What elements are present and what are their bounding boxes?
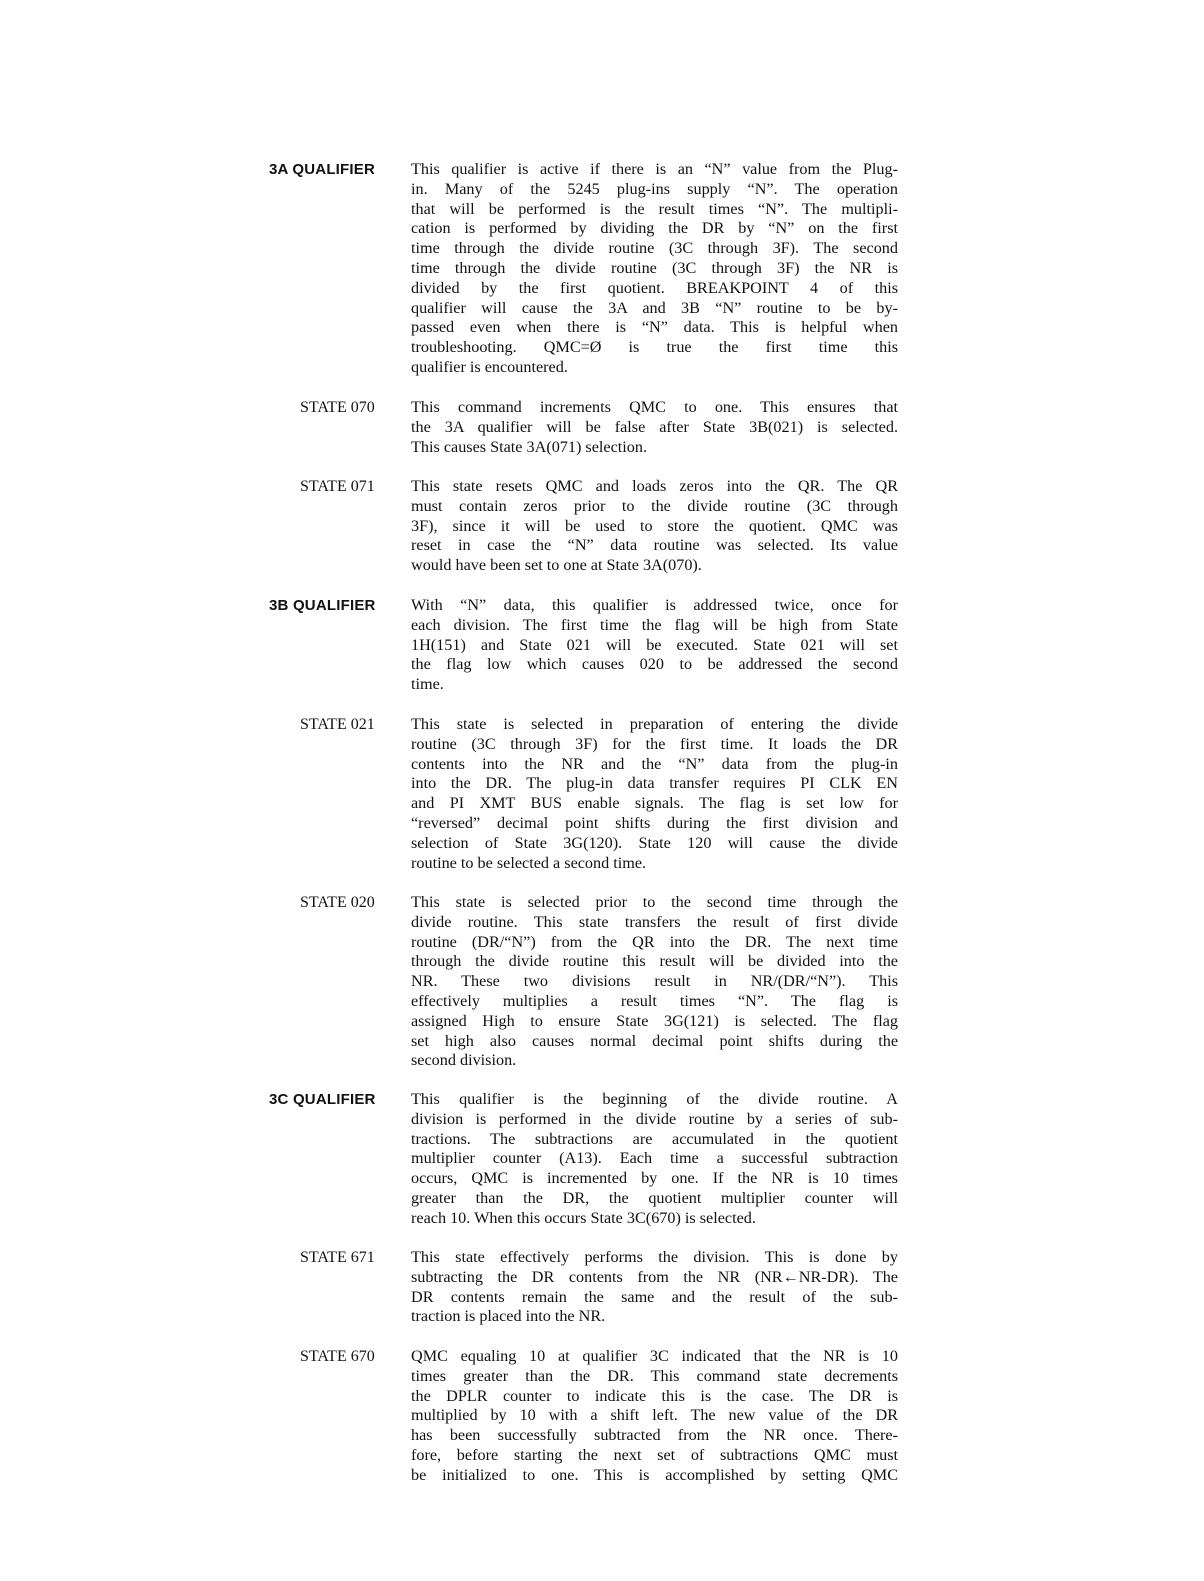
- entry-description: [411, 1347, 898, 1486]
- text-line: fore, before starting the next set of subtractions QMC must: [411, 1445, 898, 1464]
- text-line: tractions. The subtractions are accumulated in the quotient: [411, 1129, 898, 1148]
- text-line: would have been set to one at State 3A(070).: [411, 556, 702, 575]
- entry-description: [411, 893, 898, 1071]
- entry-description: [411, 596, 898, 695]
- text-line: contents into the NR and the “N” data from the plug-in: [411, 754, 898, 773]
- text-line: routine (DR/“N”) from the QR into the DR. The next time: [411, 932, 898, 951]
- text-line: and PI XMT BUS enable signals. The flag is set low for: [411, 794, 898, 813]
- text-line: must contain zeros prior to the divide routine (3C through: [411, 496, 898, 515]
- state-heading: STATE 671: [300, 1249, 375, 1266]
- text-line: DR contents remain the same and the result of the sub-: [411, 1287, 898, 1306]
- text-line: This causes State 3A(071) selection.: [411, 437, 648, 456]
- text-line: troubleshooting. QMC=Ø is true the first time this: [411, 338, 898, 357]
- text-line: divided by the first quotient. BREAKPOINT 4 of this: [411, 278, 898, 297]
- entry-description: [411, 398, 898, 457]
- text-line: the 3A qualifier will be false after State 3B(021) is selected.: [411, 417, 898, 436]
- text-line: This state resets QMC and loads zeros into the QR. The QR: [411, 477, 898, 495]
- text-line: qualifier is encountered.: [411, 357, 568, 376]
- text-line: passed even when there is “N” data. This is helpful when: [411, 318, 898, 337]
- text-line: 1H(151) and State 021 will be executed. State 021 will set: [411, 635, 898, 654]
- text-line: occurs, QMC is incremented by one. If the NR is 10 times: [411, 1169, 898, 1188]
- text-line: multiplied by 10 with a shift left. The new value of the DR: [411, 1406, 898, 1425]
- qualifier-heading: 3A QUALIFIER: [269, 161, 376, 178]
- text-line: the DPLR counter to indicate this is the case. The DR is: [411, 1386, 898, 1405]
- text-line: subtracting the DR contents from the NR (NR←NR-DR). The: [411, 1267, 898, 1286]
- text-line: This state is selected prior to the second time through the: [411, 893, 898, 911]
- text-line: effectively multiplies a result times “N”. The flag is: [411, 991, 898, 1010]
- state-heading: STATE 070: [300, 399, 375, 416]
- text-line: routine to be selected a second time.: [411, 853, 647, 872]
- entry-description: [411, 1090, 898, 1229]
- text-line: NR. These two divisions result in NR/(DR/“N”). This: [411, 972, 898, 991]
- entry-description: [411, 715, 898, 873]
- text-line: 3F), since it will be used to store the quotient. QMC was: [411, 516, 898, 535]
- text-line: be initialized to one. This is accomplished by setting QMC: [411, 1465, 898, 1484]
- qualifier-heading: 3B QUALIFIER: [269, 597, 376, 614]
- text-line: multiplier counter (A13). Each time a successful subtraction: [411, 1149, 898, 1168]
- text-line: This qualifier is active if there is an “N” value from the Plug-: [411, 160, 898, 178]
- text-line: With “N” data, this qualifier is addressed twice, once for: [411, 596, 898, 614]
- text-line: that will be performed is the result times “N”. The multipli-: [411, 199, 898, 218]
- text-line: This qualifier is the beginning of the divide routine. A: [411, 1090, 898, 1108]
- entry-description: [411, 477, 898, 576]
- text-line: “reversed” decimal point shifts during the first division and: [411, 813, 898, 832]
- state-heading: STATE 021: [300, 716, 375, 733]
- text-line: selection of State 3G(120). State 120 will cause the divide: [411, 833, 898, 852]
- state-heading: STATE 670: [300, 1348, 375, 1365]
- text-line: into the DR. The plug-in data transfer requires PI CLK EN: [411, 774, 898, 793]
- text-line: reach 10. When this occurs State 3C(670) is selected.: [411, 1208, 756, 1227]
- text-line: divide routine. This state transfers the result of first divide: [411, 912, 898, 931]
- text-line: has been successfully subtracted from the NR once. There-: [411, 1426, 898, 1445]
- text-line: qualifier will cause the 3A and 3B “N” routine to be by-: [411, 298, 898, 317]
- text-line: QMC equaling 10 at qualifier 3C indicated that the NR is 10: [411, 1347, 898, 1365]
- text-line: set high also causes normal decimal point shifts during the: [411, 1031, 898, 1050]
- text-line: This state effectively performs the division. This is done by: [411, 1248, 898, 1266]
- text-line: time.: [411, 675, 444, 694]
- qualifier-heading: 3C QUALIFIER: [269, 1091, 376, 1108]
- state-heading: STATE 071: [300, 478, 375, 495]
- text-line: each division. The first time the flag will be high from State: [411, 615, 898, 634]
- text-line: second division.: [411, 1051, 517, 1070]
- state-heading: STATE 020: [300, 894, 375, 911]
- entry-description: [411, 160, 898, 378]
- text-line: the flag low which causes 020 to be addressed the second: [411, 655, 898, 674]
- text-line: reset in case the “N” data routine was selected. Its value: [411, 536, 898, 555]
- text-line: assigned High to ensure State 3G(121) is selected. The flag: [411, 1011, 898, 1030]
- text-line: greater than the DR, the quotient multiplier counter will: [411, 1188, 898, 1207]
- text-line: time through the divide routine (3C through 3F) the NR is: [411, 258, 898, 277]
- text-line: cation is performed by dividing the DR by “N” on the first: [411, 219, 898, 238]
- text-line: This command increments QMC to one. This ensures that: [411, 398, 898, 416]
- entry-description: [411, 1248, 898, 1327]
- text-line: in. Many of the 5245 plug-ins supply “N”. The operation: [411, 179, 898, 198]
- text-line: time through the divide routine (3C through 3F). The second: [411, 239, 898, 258]
- text-line: This state is selected in preparation of entering the divide: [411, 715, 898, 733]
- text-line: through the divide routine this result will be divided into the: [411, 952, 898, 971]
- text-line: routine (3C through 3F) for the first time. It loads the DR: [411, 734, 898, 753]
- text-line: division is performed in the divide routine by a series of sub-: [411, 1109, 898, 1128]
- text-line: traction is placed into the NR.: [411, 1307, 606, 1326]
- text-line: times greater than the DR. This command state decrements: [411, 1366, 898, 1385]
